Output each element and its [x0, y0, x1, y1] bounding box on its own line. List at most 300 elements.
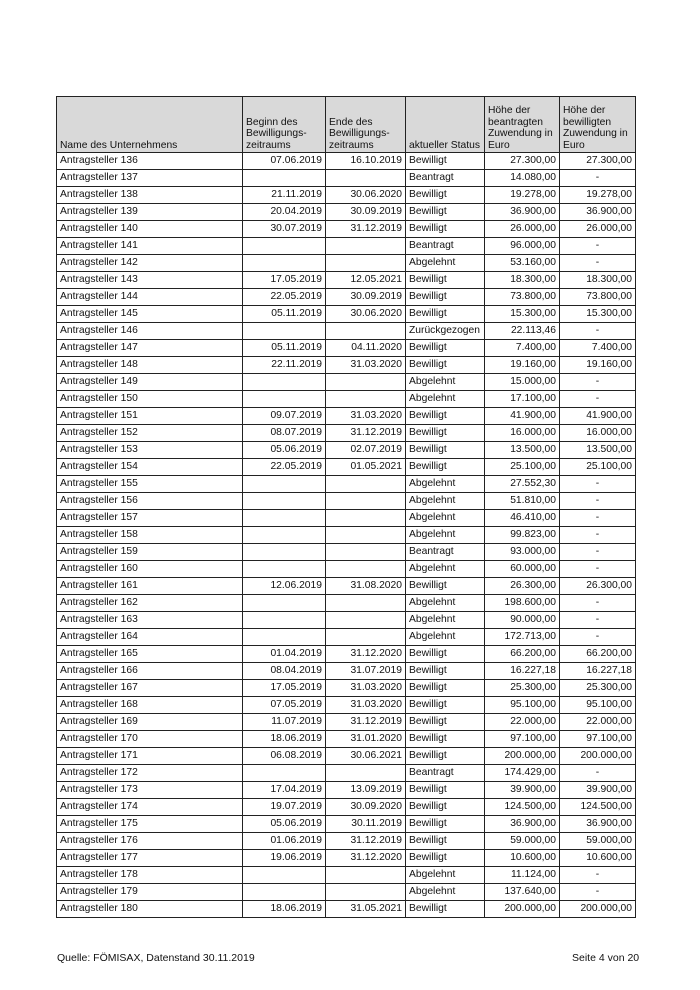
begin-date-cell	[243, 884, 326, 901]
requested-amount-cell: 95.100,00	[485, 697, 560, 714]
table-row	[57, 867, 636, 884]
table-row	[57, 442, 636, 459]
requested-amount-cell: 60.000,00	[485, 561, 560, 578]
status-cell: Abgelehnt	[406, 561, 485, 578]
approved-amount-cell: 124.500,00	[560, 799, 636, 816]
end-date-cell: 12.05.2021	[326, 272, 406, 289]
requested-amount-cell: 19.160,00	[485, 357, 560, 374]
company-name-cell: Antragsteller 177	[57, 850, 243, 867]
status-cell: Abgelehnt	[406, 867, 485, 884]
requested-amount-cell: 51.810,00	[485, 493, 560, 510]
status-cell: Beantragt	[406, 544, 485, 561]
begin-date-cell: 05.11.2019	[243, 306, 326, 323]
requested-amount-cell: 18.300,00	[485, 272, 560, 289]
requested-amount-cell: 200.000,00	[485, 748, 560, 765]
approved-amount-cell: -	[560, 561, 636, 578]
requested-amount-cell: 41.900,00	[485, 408, 560, 425]
table-row	[57, 765, 636, 782]
end-date-cell: 31.03.2020	[326, 357, 406, 374]
end-date-cell	[326, 527, 406, 544]
requested-amount-cell: 25.300,00	[485, 680, 560, 697]
requested-amount-cell: 46.410,00	[485, 510, 560, 527]
begin-date-cell: 19.06.2019	[243, 850, 326, 867]
begin-date-cell	[243, 476, 326, 493]
approved-amount-cell: 19.160,00	[560, 357, 636, 374]
end-date-cell	[326, 510, 406, 527]
table-row	[57, 238, 636, 255]
requested-amount-cell: 10.600,00	[485, 850, 560, 867]
table-row	[57, 323, 636, 340]
status-cell: Bewilligt	[406, 408, 485, 425]
approved-amount-cell: -	[560, 765, 636, 782]
begin-date-cell	[243, 561, 326, 578]
requested-amount-cell: 27.300,00	[485, 153, 560, 170]
header-line: Euro	[563, 139, 585, 151]
requested-amount-cell: 66.200,00	[485, 646, 560, 663]
table-row	[57, 289, 636, 306]
begin-date-cell	[243, 595, 326, 612]
requested-amount-cell: 22.000,00	[485, 714, 560, 731]
table-row	[57, 663, 636, 680]
company-name-cell: Antragsteller 167	[57, 680, 243, 697]
status-cell: Beantragt	[406, 238, 485, 255]
company-name-cell: Antragsteller 139	[57, 204, 243, 221]
end-date-cell	[326, 765, 406, 782]
table-row	[57, 680, 636, 697]
status-cell: Abgelehnt	[406, 255, 485, 272]
requested-amount-cell: 73.800,00	[485, 289, 560, 306]
company-name-cell: Antragsteller 148	[57, 357, 243, 374]
table-row	[57, 833, 636, 850]
end-date-cell: 30.06.2020	[326, 306, 406, 323]
begin-date-cell: 22.05.2019	[243, 459, 326, 476]
approved-amount-cell: 41.900,00	[560, 408, 636, 425]
begin-date-cell	[243, 255, 326, 272]
end-date-cell: 31.05.2021	[326, 901, 406, 918]
status-cell: Abgelehnt	[406, 884, 485, 901]
approved-amount-cell: 27.300,00	[560, 153, 636, 170]
requested-amount-cell: 39.900,00	[485, 782, 560, 799]
table-row	[57, 476, 636, 493]
approved-amount-cell: 26.000,00	[560, 221, 636, 238]
company-name-cell: Antragsteller 180	[57, 901, 243, 918]
begin-date-cell	[243, 867, 326, 884]
end-date-cell: 16.10.2019	[326, 153, 406, 170]
status-cell: Bewilligt	[406, 272, 485, 289]
company-name-cell: Antragsteller 159	[57, 544, 243, 561]
begin-date-cell: 06.08.2019	[243, 748, 326, 765]
requested-amount-cell: 25.100,00	[485, 459, 560, 476]
end-date-cell	[326, 561, 406, 578]
approved-amount-cell: -	[560, 510, 636, 527]
begin-date-cell: 20.04.2019	[243, 204, 326, 221]
table-row	[57, 544, 636, 561]
end-date-cell: 31.12.2020	[326, 646, 406, 663]
requested-amount-cell: 96.000,00	[485, 238, 560, 255]
header-line: bewilligten	[563, 116, 612, 128]
end-date-cell: 30.06.2021	[326, 748, 406, 765]
company-name-cell: Antragsteller 160	[57, 561, 243, 578]
table-row	[57, 901, 636, 918]
end-date-cell: 31.12.2019	[326, 425, 406, 442]
header-current-status	[406, 97, 485, 153]
header-line: Höhe der	[563, 105, 606, 116]
table-row	[57, 816, 636, 833]
approved-amount-cell: 25.300,00	[560, 680, 636, 697]
table-row	[57, 527, 636, 544]
begin-date-cell: 09.07.2019	[243, 408, 326, 425]
begin-date-cell: 05.11.2019	[243, 340, 326, 357]
status-cell: Abgelehnt	[406, 374, 485, 391]
header-line: zeitraums	[246, 139, 291, 151]
end-date-cell	[326, 629, 406, 646]
table-row	[57, 629, 636, 646]
company-name-cell: Antragsteller 164	[57, 629, 243, 646]
end-date-cell	[326, 867, 406, 884]
end-date-cell	[326, 493, 406, 510]
approved-amount-cell: 19.278,00	[560, 187, 636, 204]
status-cell: Bewilligt	[406, 816, 485, 833]
requested-amount-cell: 99.823,00	[485, 527, 560, 544]
begin-date-cell	[243, 493, 326, 510]
company-name-cell: Antragsteller 161	[57, 578, 243, 595]
status-cell: Bewilligt	[406, 748, 485, 765]
begin-date-cell	[243, 527, 326, 544]
begin-date-cell: 05.06.2019	[243, 816, 326, 833]
table-row	[57, 255, 636, 272]
approved-amount-cell: -	[560, 493, 636, 510]
status-cell: Abgelehnt	[406, 510, 485, 527]
begin-date-cell: 01.06.2019	[243, 833, 326, 850]
header-line: Beginn des	[246, 116, 298, 128]
company-name-cell: Antragsteller 141	[57, 238, 243, 255]
company-name-cell: Antragsteller 138	[57, 187, 243, 204]
page-number: Seite 4 von 20	[572, 952, 640, 964]
requested-amount-cell: 7.400,00	[485, 340, 560, 357]
status-cell: Abgelehnt	[406, 629, 485, 646]
approved-amount-cell: 25.100,00	[560, 459, 636, 476]
header-line: zeitraums	[329, 139, 374, 151]
table-row	[57, 510, 636, 527]
approved-amount-cell: 66.200,00	[560, 646, 636, 663]
company-name-cell: Antragsteller 142	[57, 255, 243, 272]
begin-date-cell: 08.07.2019	[243, 425, 326, 442]
status-cell: Zurückgezogen	[406, 323, 485, 340]
status-cell: Bewilligt	[406, 799, 485, 816]
table-row	[57, 714, 636, 731]
begin-date-cell: 22.11.2019	[243, 357, 326, 374]
end-date-cell: 01.05.2021	[326, 459, 406, 476]
approved-amount-cell: -	[560, 238, 636, 255]
approved-amount-cell: 7.400,00	[560, 340, 636, 357]
begin-date-cell	[243, 391, 326, 408]
begin-date-cell: 18.06.2019	[243, 731, 326, 748]
status-cell: Bewilligt	[406, 306, 485, 323]
approved-amount-cell: 73.800,00	[560, 289, 636, 306]
header-line: beantragten	[488, 116, 543, 128]
status-cell: Abgelehnt	[406, 493, 485, 510]
header-company-name	[57, 97, 243, 153]
approved-amount-cell: -	[560, 629, 636, 646]
end-date-cell: 31.12.2020	[326, 850, 406, 867]
approved-amount-cell: 200.000,00	[560, 748, 636, 765]
header-approved-amount	[560, 97, 636, 153]
requested-amount-cell: 124.500,00	[485, 799, 560, 816]
status-cell: Bewilligt	[406, 153, 485, 170]
header-period-begin	[243, 97, 326, 153]
approved-amount-cell: -	[560, 170, 636, 187]
requested-amount-cell: 200.000,00	[485, 901, 560, 918]
approved-amount-cell: 39.900,00	[560, 782, 636, 799]
begin-date-cell: 19.07.2019	[243, 799, 326, 816]
end-date-cell: 31.03.2020	[326, 408, 406, 425]
approved-amount-cell: -	[560, 391, 636, 408]
company-name-cell: Antragsteller 137	[57, 170, 243, 187]
status-cell: Bewilligt	[406, 697, 485, 714]
requested-amount-cell: 14.080,00	[485, 170, 560, 187]
table-row	[57, 493, 636, 510]
end-date-cell	[326, 323, 406, 340]
table-row	[57, 612, 636, 629]
status-cell: Abgelehnt	[406, 391, 485, 408]
table-row	[57, 595, 636, 612]
company-name-cell: Antragsteller 165	[57, 646, 243, 663]
status-cell: Bewilligt	[406, 731, 485, 748]
begin-date-cell: 05.06.2019	[243, 442, 326, 459]
table-header-row	[57, 97, 636, 153]
company-name-cell: Antragsteller 151	[57, 408, 243, 425]
end-date-cell: 30.09.2019	[326, 289, 406, 306]
status-cell: Bewilligt	[406, 833, 485, 850]
company-name-cell: Antragsteller 162	[57, 595, 243, 612]
company-name-cell: Antragsteller 166	[57, 663, 243, 680]
table-row	[57, 272, 636, 289]
approved-amount-cell: 95.100,00	[560, 697, 636, 714]
requested-amount-cell: 26.000,00	[485, 221, 560, 238]
table-row	[57, 153, 636, 170]
company-name-cell: Antragsteller 158	[57, 527, 243, 544]
company-name-cell: Antragsteller 173	[57, 782, 243, 799]
begin-date-cell: 08.04.2019	[243, 663, 326, 680]
status-cell: Bewilligt	[406, 901, 485, 918]
approved-amount-cell: 16.000,00	[560, 425, 636, 442]
requested-amount-cell: 13.500,00	[485, 442, 560, 459]
company-name-cell: Antragsteller 155	[57, 476, 243, 493]
approved-amount-cell: -	[560, 374, 636, 391]
company-name-cell: Antragsteller 144	[57, 289, 243, 306]
begin-date-cell	[243, 510, 326, 527]
end-date-cell: 13.09.2019	[326, 782, 406, 799]
company-name-cell: Antragsteller 168	[57, 697, 243, 714]
approved-amount-cell: 22.000,00	[560, 714, 636, 731]
approved-amount-cell: 15.300,00	[560, 306, 636, 323]
begin-date-cell: 01.04.2019	[243, 646, 326, 663]
table-row	[57, 782, 636, 799]
end-date-cell	[326, 374, 406, 391]
requested-amount-cell: 53.160,00	[485, 255, 560, 272]
end-date-cell: 30.09.2020	[326, 799, 406, 816]
approved-amount-cell: 10.600,00	[560, 850, 636, 867]
approved-amount-cell: 13.500,00	[560, 442, 636, 459]
status-cell: Bewilligt	[406, 578, 485, 595]
status-cell: Beantragt	[406, 170, 485, 187]
end-date-cell	[326, 238, 406, 255]
approved-amount-cell: 36.900,00	[560, 204, 636, 221]
status-cell: Bewilligt	[406, 680, 485, 697]
approved-amount-cell: -	[560, 476, 636, 493]
header-line: Name des Unternehmens	[60, 139, 178, 151]
status-cell: Bewilligt	[406, 782, 485, 799]
company-name-cell: Antragsteller 147	[57, 340, 243, 357]
requested-amount-cell: 174.429,00	[485, 765, 560, 782]
company-name-cell: Antragsteller 145	[57, 306, 243, 323]
table-row	[57, 646, 636, 663]
end-date-cell: 31.12.2019	[326, 714, 406, 731]
company-name-cell: Antragsteller 153	[57, 442, 243, 459]
end-date-cell	[326, 255, 406, 272]
begin-date-cell: 17.05.2019	[243, 272, 326, 289]
begin-date-cell: 18.06.2019	[243, 901, 326, 918]
status-cell: Abgelehnt	[406, 476, 485, 493]
table-row	[57, 850, 636, 867]
approved-amount-cell: -	[560, 323, 636, 340]
requested-amount-cell: 59.000,00	[485, 833, 560, 850]
status-cell: Bewilligt	[406, 425, 485, 442]
requested-amount-cell: 198.600,00	[485, 595, 560, 612]
requested-amount-cell: 137.640,00	[485, 884, 560, 901]
table-row	[57, 204, 636, 221]
begin-date-cell: 30.07.2019	[243, 221, 326, 238]
company-name-cell: Antragsteller 169	[57, 714, 243, 731]
requested-amount-cell: 11.124,00	[485, 867, 560, 884]
table-row	[57, 425, 636, 442]
company-name-cell: Antragsteller 136	[57, 153, 243, 170]
status-cell: Beantragt	[406, 765, 485, 782]
table-row	[57, 374, 636, 391]
company-name-cell: Antragsteller 149	[57, 374, 243, 391]
end-date-cell	[326, 544, 406, 561]
header-line: Zuwendung in	[488, 128, 553, 139]
table-row	[57, 170, 636, 187]
requested-amount-cell: 19.278,00	[485, 187, 560, 204]
status-cell: Bewilligt	[406, 646, 485, 663]
company-name-cell: Antragsteller 152	[57, 425, 243, 442]
status-cell: Bewilligt	[406, 187, 485, 204]
begin-date-cell	[243, 544, 326, 561]
table-row	[57, 340, 636, 357]
status-cell: Abgelehnt	[406, 612, 485, 629]
approved-amount-cell: 200.000,00	[560, 901, 636, 918]
end-date-cell: 31.08.2020	[326, 578, 406, 595]
end-date-cell	[326, 612, 406, 629]
status-cell: Bewilligt	[406, 357, 485, 374]
table-row	[57, 697, 636, 714]
begin-date-cell	[243, 170, 326, 187]
end-date-cell: 30.09.2019	[326, 204, 406, 221]
table-row	[57, 561, 636, 578]
source-note: Quelle: FÖMISAX, Datenstand 30.11.2019	[57, 952, 255, 964]
requested-amount-cell: 27.552,30	[485, 476, 560, 493]
company-name-cell: Antragsteller 171	[57, 748, 243, 765]
table-row	[57, 799, 636, 816]
requested-amount-cell: 172.713,00	[485, 629, 560, 646]
approved-amount-cell: -	[560, 527, 636, 544]
requested-amount-cell: 36.900,00	[485, 816, 560, 833]
company-name-cell: Antragsteller 174	[57, 799, 243, 816]
header-line: Zuwendung in	[563, 128, 628, 139]
approved-amount-cell: 36.900,00	[560, 816, 636, 833]
requested-amount-cell: 36.900,00	[485, 204, 560, 221]
header-line: Höhe der	[488, 105, 531, 116]
end-date-cell: 31.12.2019	[326, 833, 406, 850]
company-name-cell: Antragsteller 157	[57, 510, 243, 527]
end-date-cell: 31.03.2020	[326, 680, 406, 697]
table-row	[57, 187, 636, 204]
begin-date-cell	[243, 238, 326, 255]
company-name-cell: Antragsteller 140	[57, 221, 243, 238]
begin-date-cell: 11.07.2019	[243, 714, 326, 731]
begin-date-cell: 21.11.2019	[243, 187, 326, 204]
company-name-cell: Antragsteller 170	[57, 731, 243, 748]
status-cell: Bewilligt	[406, 442, 485, 459]
status-cell: Bewilligt	[406, 289, 485, 306]
company-name-cell: Antragsteller 163	[57, 612, 243, 629]
header-line: Euro	[488, 139, 510, 151]
table-row	[57, 357, 636, 374]
end-date-cell: 31.01.2020	[326, 731, 406, 748]
approved-amount-cell: 26.300,00	[560, 578, 636, 595]
table-row	[57, 748, 636, 765]
end-date-cell	[326, 476, 406, 493]
end-date-cell: 31.12.2019	[326, 221, 406, 238]
end-date-cell: 31.07.2019	[326, 663, 406, 680]
end-date-cell	[326, 391, 406, 408]
status-cell: Bewilligt	[406, 459, 485, 476]
requested-amount-cell: 15.000,00	[485, 374, 560, 391]
table-row	[57, 884, 636, 901]
company-name-cell: Antragsteller 154	[57, 459, 243, 476]
begin-date-cell: 07.06.2019	[243, 153, 326, 170]
company-name-cell: Antragsteller 150	[57, 391, 243, 408]
company-name-cell: Antragsteller 178	[57, 867, 243, 884]
company-name-cell: Antragsteller 172	[57, 765, 243, 782]
requested-amount-cell: 17.100,00	[485, 391, 560, 408]
header-line: Bewilligungs-	[246, 128, 307, 139]
header-line: Bewilligungs-	[329, 128, 390, 139]
status-cell: Bewilligt	[406, 663, 485, 680]
status-cell: Abgelehnt	[406, 595, 485, 612]
table-row	[57, 306, 636, 323]
funding-table	[56, 96, 636, 918]
company-name-cell: Antragsteller 143	[57, 272, 243, 289]
approved-amount-cell: -	[560, 595, 636, 612]
header-period-end	[326, 97, 406, 153]
begin-date-cell: 22.05.2019	[243, 289, 326, 306]
begin-date-cell	[243, 612, 326, 629]
status-cell: Bewilligt	[406, 204, 485, 221]
requested-amount-cell: 16.227,18	[485, 663, 560, 680]
status-cell: Bewilligt	[406, 221, 485, 238]
company-name-cell: Antragsteller 156	[57, 493, 243, 510]
table-body	[57, 153, 636, 918]
approved-amount-cell: -	[560, 884, 636, 901]
end-date-cell: 31.03.2020	[326, 697, 406, 714]
end-date-cell	[326, 595, 406, 612]
table-row	[57, 221, 636, 238]
requested-amount-cell: 22.113,46	[485, 323, 560, 340]
company-name-cell: Antragsteller 146	[57, 323, 243, 340]
header-line: Ende des	[329, 116, 373, 128]
